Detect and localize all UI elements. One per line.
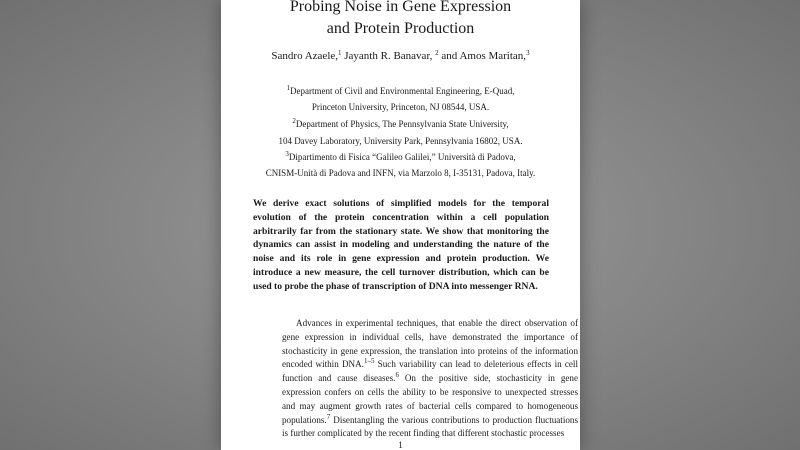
affiliation-line bbox=[221, 168, 580, 178]
body-paragraph bbox=[282, 317, 578, 441]
body-sentence: On the positive side, stochasticity in gene expression confers on cells the ability to be responsive to unexpected stresses and may augment growth rates of bacterial cells compared to homogeneous populations. bbox=[282, 373, 578, 425]
author-affiliation-mark: 1 bbox=[338, 49, 342, 57]
affiliation-mark: 3 bbox=[285, 150, 289, 158]
affiliation-line bbox=[221, 119, 580, 129]
author-list bbox=[221, 50, 580, 62]
affiliation-text: Department of Civil and Environmental Engineering, E-Quad, bbox=[290, 86, 515, 96]
author-name: Sandro Azaele, bbox=[271, 50, 339, 62]
author-name: and Amos Maritan, bbox=[441, 50, 527, 62]
body-sentence: Advances in experimental techniques, that enable the direct observation of gene expression in individual cells, have demonstrated the importance of stochasticity in gene expression, the translation into proteins of the information encoded within DNA. bbox=[282, 318, 578, 370]
affiliation-mark: 1 bbox=[286, 84, 291, 92]
author-name: Jayanth R. Banavar, bbox=[344, 50, 433, 62]
affiliation-line bbox=[221, 102, 580, 112]
page-number: 1 bbox=[398, 440, 403, 450]
author-affiliation-mark: 3 bbox=[526, 49, 530, 57]
affiliation-text: Dipartimento di Fisica “Galileo Galilei,” Università di Padova, bbox=[288, 152, 516, 162]
paper-title-line-2: and Protein Production bbox=[326, 20, 475, 37]
citation-ref: 6 bbox=[395, 371, 399, 380]
affiliation-text: 104 Davey Laboratory, University Park, Pennsylvania 16802, USA. bbox=[278, 136, 523, 146]
affiliation-mark: 2 bbox=[292, 117, 296, 125]
paper-title-line-1: Probing Noise in Gene Expression bbox=[289, 0, 512, 15]
affiliation-text: Department of Physics, The Pennsylvania State University, bbox=[295, 119, 509, 129]
affiliation-line bbox=[221, 152, 580, 162]
body-text bbox=[282, 317, 578, 441]
abstract: We derive exact solutions of simplified models for the temporal evolution of the protein concentration within a cell population arbitrarily far from the stationary state. We show that monitoring the dynamics can assist in modeling and understanding the nature of the noise and its role in gene expression and protein production. We introduce a new measure, the cell turnover distribution, which can be used to probe the phase of transcription of DNA into messenger RNA. bbox=[253, 198, 549, 292]
body-sentence: Such variability can lead to deleterious effects in cell function and cause diseases. bbox=[282, 359, 578, 384]
citation-ref: 7 bbox=[326, 412, 331, 421]
affiliation-text: Princeton University, Princeton, NJ 08544, USA. bbox=[311, 102, 490, 112]
citation-ref: 1–5 bbox=[363, 357, 375, 366]
body-sentence: Disentangling the various contributions to production fluctuations is further complicated by the recent finding that different stochastic processes bbox=[282, 414, 578, 439]
affiliation-line bbox=[221, 136, 580, 146]
affiliation-text: CNISM-Unità di Padova and INFN, via Marzolo 8, I-35131, Padova, Italy. bbox=[265, 168, 536, 178]
affiliation-line bbox=[221, 86, 580, 96]
author-affiliation-mark: 2 bbox=[435, 49, 439, 57]
